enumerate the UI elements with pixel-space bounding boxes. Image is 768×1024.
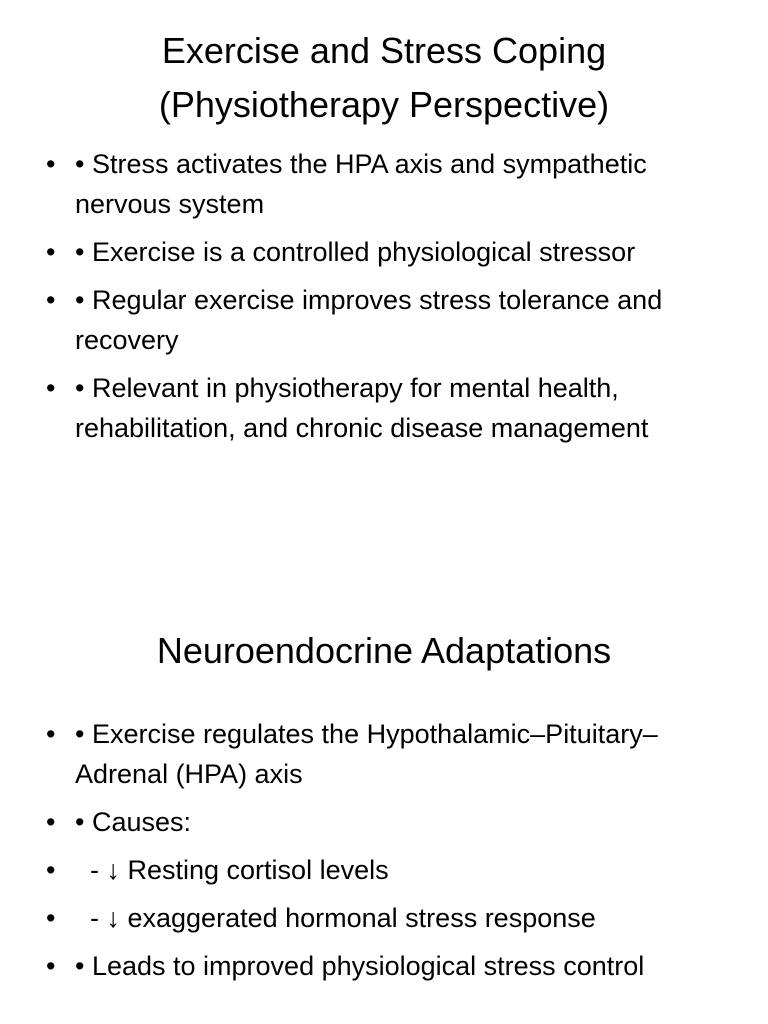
bullet-text: • Leads to improved physiological stress control bbox=[75, 951, 645, 981]
bullet-marker: • bbox=[46, 807, 56, 837]
bullet-item bbox=[46, 144, 738, 224]
bullet-item bbox=[46, 232, 738, 272]
bullet-marker: • bbox=[46, 903, 56, 933]
bullet-marker: • bbox=[46, 719, 56, 749]
bullet-marker: • bbox=[46, 285, 56, 315]
title-line: (Physiotherapy Perspective) bbox=[158, 84, 610, 125]
bullet-text: - ↓ Resting cortisol levels bbox=[75, 855, 389, 885]
bullet-item bbox=[46, 802, 738, 842]
bullet-marker: • bbox=[46, 951, 56, 981]
bullet-marker: • bbox=[46, 855, 56, 885]
bullet-text: • Exercise regulates the Hypothalamic–Pituitary–Adrenal (HPA) axis bbox=[75, 719, 658, 789]
bullet-marker: • bbox=[46, 373, 56, 403]
section-exercise-stress-coping bbox=[0, 24, 768, 456]
bullet-marker: • bbox=[46, 149, 56, 179]
bullet-item bbox=[46, 714, 738, 794]
bullet-list bbox=[0, 144, 768, 448]
bullet-item bbox=[46, 946, 738, 986]
section-title bbox=[0, 624, 768, 678]
section-title bbox=[0, 24, 768, 132]
bullet-text: • Regular exercise improves stress tolerance and recovery bbox=[75, 285, 663, 355]
bullet-text: • Stress activates the HPA axis and sympathetic nervous system bbox=[75, 149, 647, 219]
section-neuroendocrine-adaptations bbox=[0, 624, 768, 994]
bullet-list bbox=[0, 714, 768, 986]
bullet-item bbox=[46, 368, 738, 448]
title-line: Exercise and Stress Coping bbox=[161, 30, 607, 71]
bullet-marker: • bbox=[46, 237, 56, 267]
bullet-text: • Exercise is a controlled physiological stressor bbox=[75, 237, 636, 267]
bullet-text: • Causes: bbox=[75, 807, 192, 837]
bullet-item bbox=[46, 850, 738, 890]
bullet-text: • Relevant in physiotherapy for mental health, rehabilitation, and chronic disease management bbox=[75, 373, 649, 443]
bullet-item bbox=[46, 898, 738, 938]
bullet-text: - ↓ exaggerated hormonal stress response bbox=[75, 903, 596, 933]
bullet-item bbox=[46, 280, 738, 360]
title-line: Neuroendocrine Adaptations bbox=[156, 630, 612, 671]
